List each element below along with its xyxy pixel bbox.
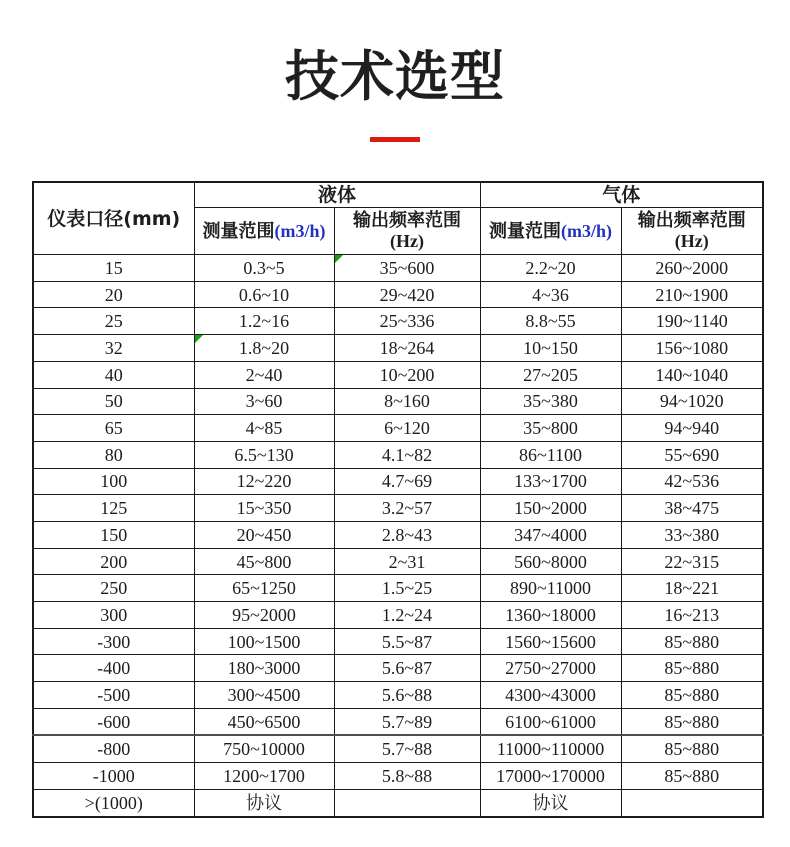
cell-liquid-range: 协议 (194, 789, 334, 816)
table-row (33, 415, 763, 442)
cell-liquid-freq: 5.8~88 (334, 763, 480, 790)
cell-gas-range: 6100~61000 (480, 708, 621, 735)
cell-liquid-freq: 25~336 (334, 308, 480, 335)
table-row (33, 763, 763, 790)
cell-gas-range: 11000~110000 (480, 735, 621, 762)
cell-gas-range: 8.8~55 (480, 308, 621, 335)
liquid-range-unit: (m3/h) (274, 220, 326, 241)
cell-diameter: 100 (33, 468, 194, 495)
table-row (33, 441, 763, 468)
table-row (33, 602, 763, 629)
cell-gas-range: 560~8000 (480, 548, 621, 575)
cell-diameter: -800 (33, 735, 194, 762)
table-row (33, 335, 763, 362)
spec-table-container (32, 181, 790, 817)
cell-liquid-freq: 5.7~89 (334, 708, 480, 735)
cell-gas-range: 150~2000 (480, 495, 621, 522)
cell-gas-freq: 22~315 (621, 548, 763, 575)
table-row (33, 628, 763, 655)
cell-gas-freq: 55~690 (621, 441, 763, 468)
cell-gas-freq: 260~2000 (621, 255, 763, 282)
spec-table-body (33, 255, 763, 817)
cell-liquid-range: 4~85 (194, 415, 334, 442)
cell-liquid-freq: 8~160 (334, 388, 480, 415)
cell-diameter: -1000 (33, 763, 194, 790)
table-row (33, 789, 763, 816)
cell-diameter: 20 (33, 281, 194, 308)
cell-diameter: 300 (33, 602, 194, 629)
cell-gas-freq: 140~1040 (621, 361, 763, 388)
title-underline-divider (370, 137, 420, 142)
cell-gas-range: 4~36 (480, 281, 621, 308)
cell-liquid-range: 12~220 (194, 468, 334, 495)
corner-header-diameter: 仪表口径(mm) (33, 182, 194, 255)
product-detail-page (0, 46, 790, 847)
cell-gas-freq: 85~880 (621, 682, 763, 709)
cell-gas-freq: 94~1020 (621, 388, 763, 415)
cell-liquid-range: 750~10000 (194, 735, 334, 762)
table-row (33, 655, 763, 682)
cell-diameter: 200 (33, 548, 194, 575)
cell-gas-range: 890~11000 (480, 575, 621, 602)
cell-diameter: -500 (33, 682, 194, 709)
table-row (33, 255, 763, 282)
liquid-freq-unit: (Hz) (390, 231, 424, 252)
cell-liquid-range: 15~350 (194, 495, 334, 522)
cell-gas-range: 4300~43000 (480, 682, 621, 709)
cell-diameter: >(1000) (33, 789, 194, 816)
cell-liquid-freq: 2.8~43 (334, 521, 480, 548)
cell-liquid-range: 6.5~130 (194, 441, 334, 468)
green-corner-marker-icon (195, 335, 203, 343)
cell-gas-range: 2.2~20 (480, 255, 621, 282)
cell-liquid-freq: 10~200 (334, 361, 480, 388)
cell-liquid-range: 100~1500 (194, 628, 334, 655)
cell-liquid-freq: 1.5~25 (334, 575, 480, 602)
liquid-range-header-text: 测量范围 (202, 220, 275, 242)
cell-liquid-range: 0.6~10 (194, 281, 334, 308)
cell-liquid-freq: 29~420 (334, 281, 480, 308)
liquid-freq-header (334, 208, 480, 255)
gas-freq-header-text: 输出频率范围 (637, 210, 746, 232)
cell-gas-freq: 18~221 (621, 575, 763, 602)
cell-liquid-range: 1.8~20 (194, 335, 334, 362)
cell-diameter: 150 (33, 521, 194, 548)
cell-diameter: 50 (33, 388, 194, 415)
cell-liquid-range: 2~40 (194, 361, 334, 388)
cell-gas-freq: 190~1140 (621, 308, 763, 335)
cell-gas-freq: 38~475 (621, 495, 763, 522)
cell-diameter: 32 (33, 335, 194, 362)
cell-liquid-freq: 5.7~88 (334, 735, 480, 762)
cell-gas-freq: 42~536 (621, 468, 763, 495)
cell-liquid-range: 20~450 (194, 521, 334, 548)
cell-gas-range: 133~1700 (480, 468, 621, 495)
cell-gas-range: 347~4000 (480, 521, 621, 548)
cell-liquid-range: 180~3000 (194, 655, 334, 682)
cell-liquid-range: 0.3~5 (194, 255, 334, 282)
cell-gas-range: 27~205 (480, 361, 621, 388)
cell-gas-freq: 94~940 (621, 415, 763, 442)
cell-liquid-freq: 6~120 (334, 415, 480, 442)
cell-gas-freq: 16~213 (621, 602, 763, 629)
gas-freq-header (621, 208, 763, 255)
cell-gas-freq: 85~880 (621, 763, 763, 790)
gas-range-header (480, 208, 621, 255)
table-row (33, 468, 763, 495)
cell-gas-range: 35~800 (480, 415, 621, 442)
group-header-gas: 气体 (480, 182, 763, 208)
cell-gas-freq: 85~880 (621, 655, 763, 682)
cell-gas-freq: 156~1080 (621, 335, 763, 362)
cell-liquid-freq: 4.1~82 (334, 441, 480, 468)
cell-diameter: -300 (33, 628, 194, 655)
table-row (33, 682, 763, 709)
cell-gas-freq: 85~880 (621, 708, 763, 735)
cell-gas-range: 10~150 (480, 335, 621, 362)
cell-gas-range: 86~1100 (480, 441, 621, 468)
cell-gas-freq: 85~880 (621, 735, 763, 762)
cell-liquid-range: 65~1250 (194, 575, 334, 602)
cell-liquid-range: 45~800 (194, 548, 334, 575)
liquid-freq-header-text: 输出频率范围 (353, 210, 461, 232)
table-row (33, 361, 763, 388)
table-row (33, 735, 763, 762)
cell-liquid-range: 1200~1700 (194, 763, 334, 790)
group-header-liquid: 液体 (194, 182, 480, 208)
green-corner-marker-icon (335, 255, 343, 263)
gas-range-unit: (m3/h) (561, 220, 613, 241)
cell-liquid-range: 300~4500 (194, 682, 334, 709)
cell-liquid-freq (334, 789, 480, 816)
cell-liquid-range: 3~60 (194, 388, 334, 415)
gas-freq-unit: (Hz) (674, 231, 709, 252)
table-row (33, 548, 763, 575)
page-title: 技术选型 (285, 45, 505, 108)
cell-gas-range: 1560~15600 (480, 628, 621, 655)
cell-liquid-range: 1.2~16 (194, 308, 334, 335)
cell-gas-freq (621, 789, 763, 816)
cell-gas-freq: 33~380 (621, 521, 763, 548)
cell-liquid-freq: 5.5~87 (334, 628, 480, 655)
cell-liquid-freq: 4.7~69 (334, 468, 480, 495)
cell-diameter: -600 (33, 708, 194, 735)
table-row (33, 495, 763, 522)
cell-diameter: 80 (33, 441, 194, 468)
cell-diameter: 250 (33, 575, 194, 602)
cell-gas-range: 2750~27000 (480, 655, 621, 682)
cell-diameter: 65 (33, 415, 194, 442)
cell-gas-range: 协议 (480, 789, 621, 816)
cell-diameter: -400 (33, 655, 194, 682)
cell-liquid-range: 450~6500 (194, 708, 334, 735)
cell-liquid-freq: 5.6~88 (334, 682, 480, 709)
liquid-range-header (194, 208, 334, 255)
cell-liquid-freq: 3.2~57 (334, 495, 480, 522)
cell-liquid-freq: 18~264 (334, 335, 480, 362)
table-row (33, 575, 763, 602)
cell-liquid-freq: 1.2~24 (334, 602, 480, 629)
table-row (33, 388, 763, 415)
cell-liquid-freq: 2~31 (334, 548, 480, 575)
technical-selection-table (32, 181, 764, 817)
cell-diameter: 15 (33, 255, 194, 282)
cell-gas-range: 35~380 (480, 388, 621, 415)
cell-liquid-freq: 5.6~87 (334, 655, 480, 682)
cell-liquid-range: 95~2000 (194, 602, 334, 629)
cell-gas-range: 1360~18000 (480, 602, 621, 629)
table-row (33, 308, 763, 335)
table-row (33, 521, 763, 548)
table-row (33, 708, 763, 735)
cell-liquid-freq: 35~600 (334, 255, 480, 282)
cell-gas-freq: 210~1900 (621, 281, 763, 308)
table-row (33, 281, 763, 308)
cell-gas-range: 17000~170000 (480, 763, 621, 790)
cell-diameter: 25 (33, 308, 194, 335)
header-group-row (33, 182, 763, 208)
cell-diameter: 40 (33, 361, 194, 388)
cell-diameter: 125 (33, 495, 194, 522)
gas-range-header-text: 测量范围 (489, 220, 562, 242)
cell-gas-freq: 85~880 (621, 628, 763, 655)
